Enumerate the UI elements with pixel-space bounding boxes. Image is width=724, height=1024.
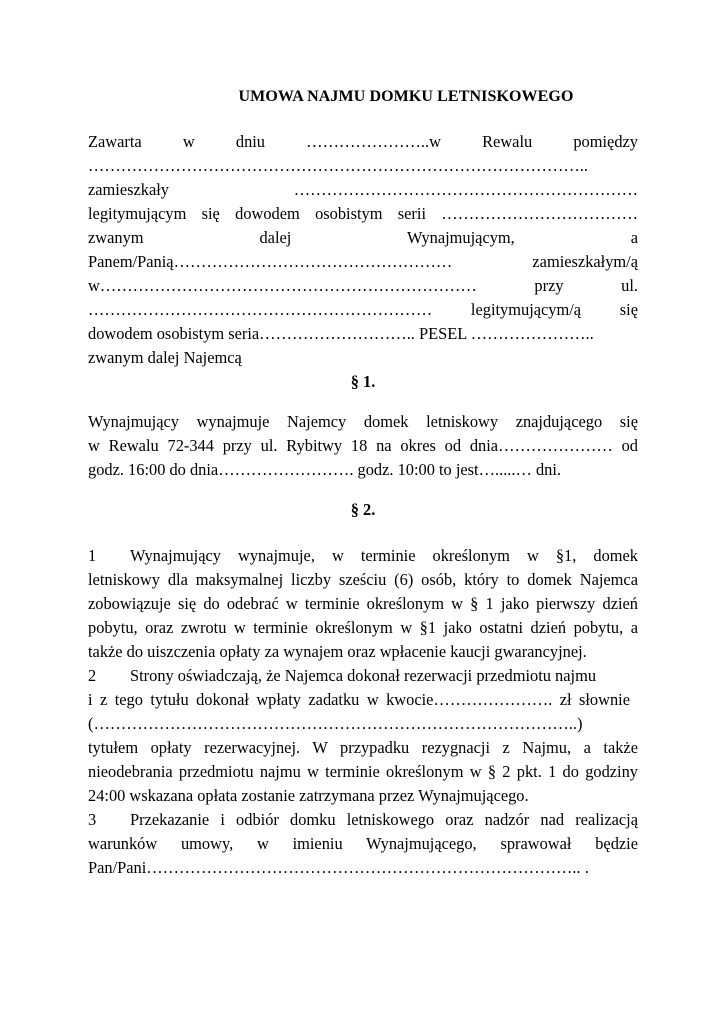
point-3-line-2: warunków umowy, w imieniu Wynajmującego, sprawował będzie	[88, 834, 638, 853]
point-2-line-2: i z tego tytułu dokonał wpłaty zadatku w kwocie…………………. zł słownie	[88, 690, 630, 709]
point-1-text-1: Wynajmujący wynajmuje, w terminie określonym w §1, domek	[130, 546, 638, 565]
document-title: UMOWA NAJMU DOMKU LETNISKOWEGO	[238, 88, 574, 105]
point-1-line-4: pobytu, oraz zwrotu w terminie określonym w §1 jako ostatni dzień pobytu, a	[88, 618, 638, 637]
intro-line-10: zwanym dalej Najemcą	[88, 348, 242, 367]
intro-line-9: dowodem osobistym seria……………………….. PESEL …………………..	[88, 324, 594, 343]
intro-line-2: ………………………………………………………………………………..	[88, 156, 588, 175]
point-2-line-4: tytułem opłaty rezerwacyjnej. W przypadku rezygnacji z Najmu, a także	[88, 738, 638, 757]
section-1-line-3: godz. 16:00 do dnia……………………. godz. 10:00 to jest….....… dni.	[88, 460, 562, 479]
intro-line-7: w…………………………………………………………… przy ul.	[88, 276, 638, 295]
point-2-line-6: 24:00 wskazana opłata zostanie zatrzymana przez Wynajmującego.	[88, 786, 529, 805]
intro-line-3: zamieszkały ………………………………………………………	[88, 180, 638, 199]
section-1-heading: § 1.	[350, 372, 376, 391]
intro-line-8: ……………………………………………………… legitymującym/ą się	[88, 300, 638, 319]
intro-line-1: Zawarta w dniu …………………..w Rewalu pomiędzy	[88, 132, 638, 151]
point-2-text-1: Strony oświadczają, że Najemca dokonał rezerwacji przedmiotu najmu	[130, 666, 597, 685]
point-1-line-3: zobowiązuje się do odebrać w terminie określonym w § 1 jako pierwszy dzień	[88, 594, 638, 613]
point-3-text-1: Przekazanie i odbiór domku letniskowego oraz nadzór nad realizacją	[130, 810, 638, 829]
section-1-line-2: w Rewalu 72-344 przy ul. Rybitwy 18 na okres od dnia………………… od	[88, 436, 638, 455]
intro-line-6: Panem/Panią…………………………………………… zamieszkałym/ą	[88, 252, 638, 271]
point-1-line-5: także do uiszczenia opłaty za wynajem oraz wpłacenie kaucji gwarancyjnej.	[88, 642, 587, 661]
point-2-line-5: nieodebrania przedmiotu najmu w terminie określonym w § 2 pkt. 1 do godziny	[88, 762, 638, 781]
section-2-heading: § 2.	[350, 500, 376, 519]
point-3-line-1	[88, 810, 638, 830]
point-3-line-3: Pan/Pani…………………………………………………………………….. .	[88, 858, 589, 877]
intro-line-5: zwanym dalej Wynajmującym, a	[88, 228, 638, 247]
point-3-number: 3	[88, 810, 97, 829]
point-2-number: 2	[88, 666, 97, 685]
section-1-line-1: Wynajmujący wynajmuje Najemcy domek letniskowy znajdującego się	[88, 412, 638, 431]
point-2-line-1	[88, 666, 618, 686]
intro-line-4: legitymującym się dowodem osobistym serii ………………………………	[88, 204, 638, 223]
point-2-line-3: (……………………………………………………………………………..)	[88, 714, 583, 733]
point-1-number: 1	[88, 546, 97, 565]
point-1-line-1	[88, 546, 638, 566]
point-1-line-2: letniskowy dla maksymalnej liczby sześciu (6) osób, który to domek Najemca	[88, 570, 638, 589]
